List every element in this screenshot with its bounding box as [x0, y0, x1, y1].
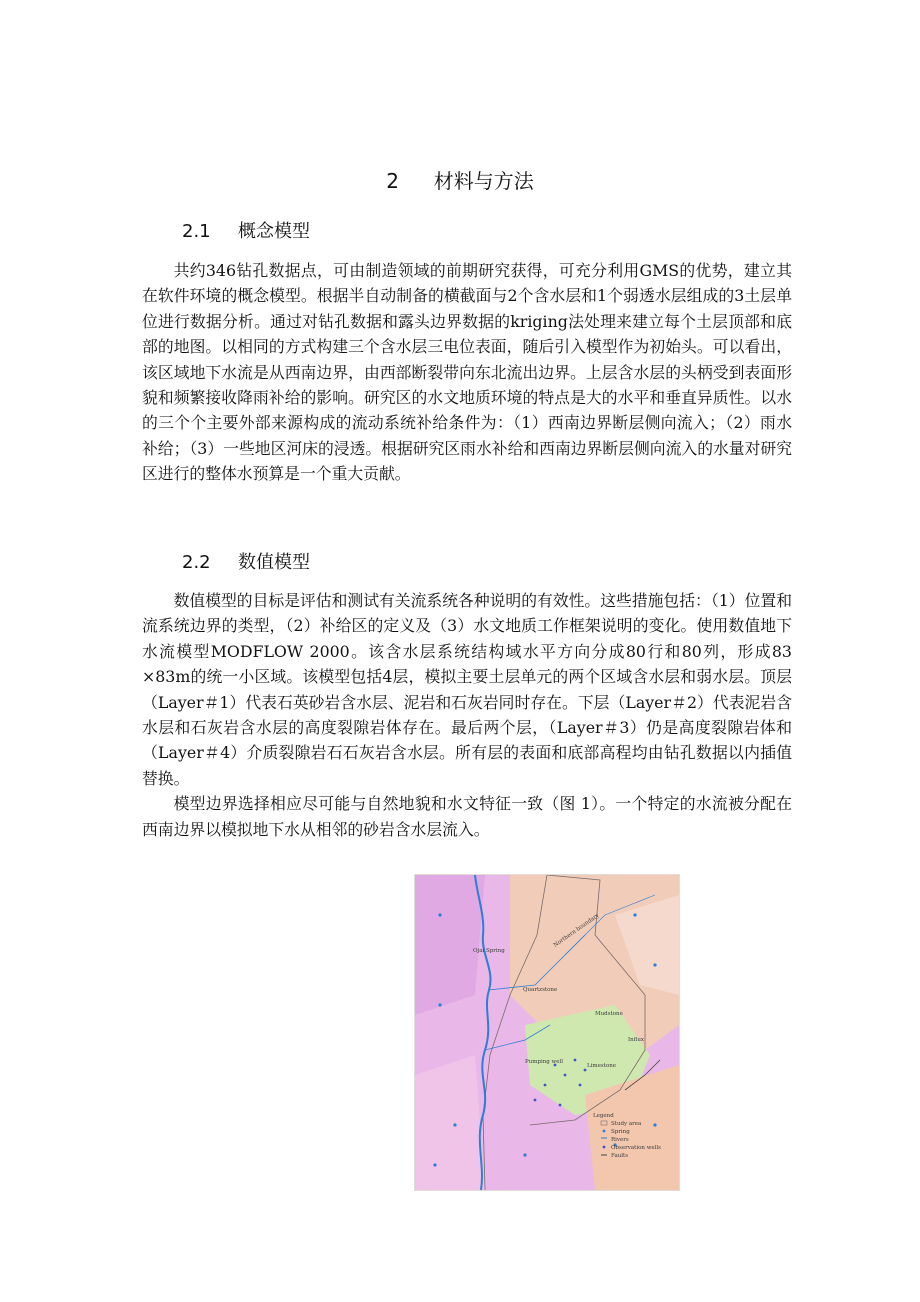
label-mudstone: Mudstone [595, 1011, 623, 1017]
legend-item: Spring [611, 1129, 630, 1135]
paragraph: 模型边界选择相应尽可能与自然地貌和水文特征一致（图 1）。一个特定的水流被分配在西南边界以模拟地下水从相邻的砂岩含水层流入。 [142, 794, 792, 839]
legend-item: Faults [611, 1153, 629, 1159]
subsection-heading-numerical [182, 548, 310, 574]
section-title: 材料与方法 [433, 169, 534, 193]
subsection-heading-concept [182, 217, 310, 243]
legend-swatch [603, 1130, 606, 1133]
subsection-title: 数值模型 [238, 552, 310, 573]
subsection-title: 概念模型 [238, 221, 310, 242]
subsection-number: 2.2 [182, 552, 211, 573]
subsection-number: 2.1 [182, 221, 211, 242]
concept-body [142, 258, 792, 487]
map-region-west [415, 875, 485, 1015]
legend-item: Observation wells [611, 1145, 661, 1151]
paragraph: 共约346钻孔数据点，可由制造领域的前期研究获得，可充分利用GMS的优势，建立其在软件环境的概念模型。根据半自动制备的横截面与2个含水层和1个弱透水层组成的3土层单位进行数据分析。通过对钻孔数据和露头边界数据的kriging法处理来建立每个土层顶部和底部的地图。以相同的方式构建三个含水层三电位表面，随后引入模型作为初始头。可以看出，该区域地下水流是从西南边界，由西部断裂带向东北流出边界。上层含水层的头柄受到表面形貌和频繁接收降雨补给的影响。研究区的水文地质环境的特点是大的水平和垂直异质性。以水的三个个主要外部来源构成的流动系统补给条件为：（1）西南边界断层侧向流入；（2）雨水补给；（3）一些地区河床的浸透。根据研究区雨水补给和西南边界断层侧向流入的水量对研究区进行的整体水预算是一个重大贡献。 [142, 261, 792, 484]
section-number: 2 [386, 169, 399, 193]
label-quartzstone: Quartzstone [523, 987, 558, 993]
map-region-southwest [415, 1055, 485, 1190]
label-boundary: Northern boundary [552, 912, 601, 949]
hydrogeology-map [415, 875, 679, 1190]
label-influx: Influx [628, 1037, 645, 1043]
label-pumping: Pumping well [525, 1059, 564, 1065]
legend-item: Study area [611, 1121, 642, 1127]
label-limestone: Limestone [587, 1063, 617, 1069]
label-spring: Ojai Spring [473, 948, 505, 954]
numerical-body [142, 588, 792, 842]
legend-swatch [603, 1146, 606, 1149]
paragraph: 数值模型的目标是评估和测试有关流系统各种说明的有效性。这些措施包括：（1）位置和流系统边界的类型，（2）补给区的定义及（3）水文地质工作框架说明的变化。使用数值地下水流模型MODFLOW 2000。该含水层系统结构域水平方向分成80行和80列，形成83 ×83m的统一小区域。该模型包括4层，模拟主要土层单元的两个区域含水层和弱水层。顶层（Layer＃1）代表石英砂岩含水层、泥岩和石灰岩同时存在。下层（Layer＃2）代表泥岩含水层和石灰岩含水层的高度裂隙岩体存在。最后两个层，（Layer＃3）仍是高度裂隙岩体和（Layer＃4）介质裂隙岩石石灰岩含水层。所有层的表面和底部高程均由钻孔数据以内插值替换。 [142, 591, 792, 788]
section-heading [0, 165, 920, 194]
figure-1-map [414, 874, 680, 1191]
legend-title: Legend [593, 1113, 614, 1119]
legend-item: Rivers [611, 1137, 629, 1143]
